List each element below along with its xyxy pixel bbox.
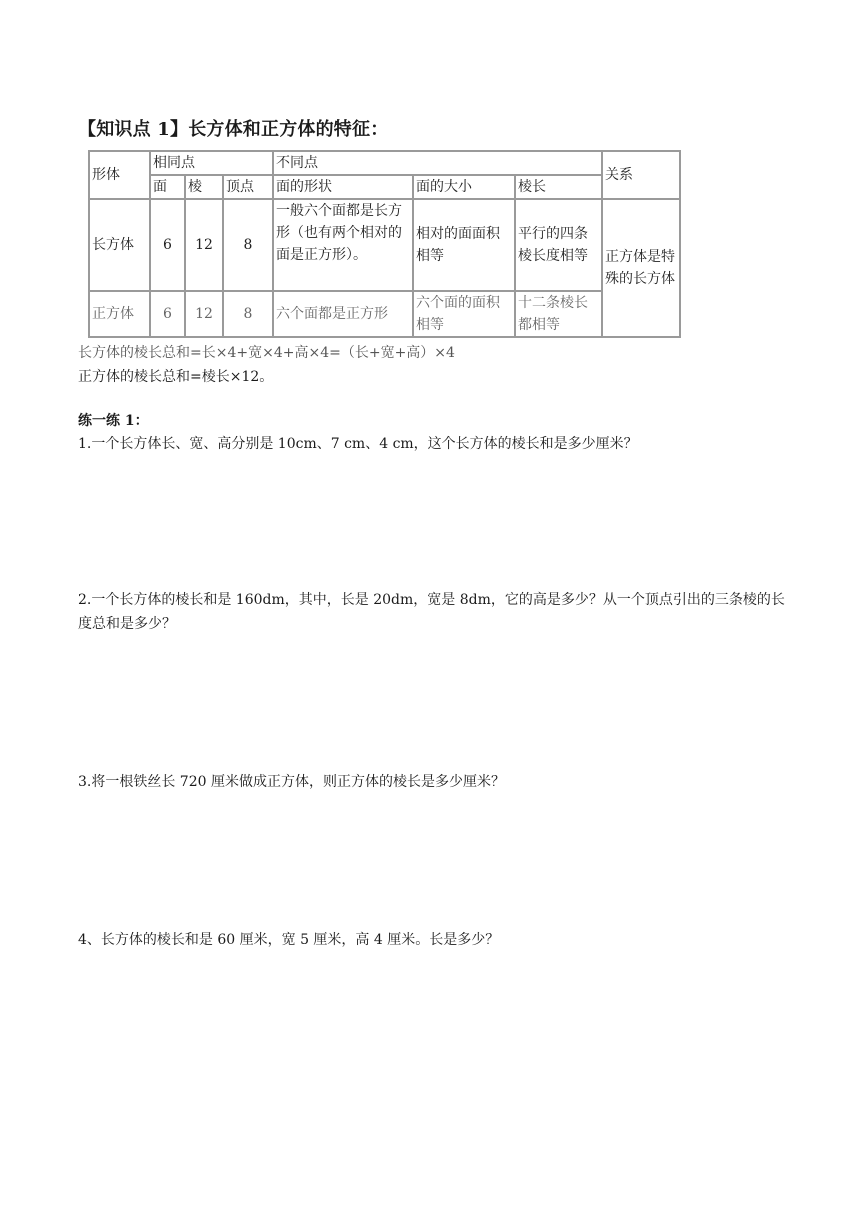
- cube-formula: 正方体的棱长总和=棱长×12。: [78, 369, 274, 385]
- practice-title: 练一练 1：: [78, 413, 149, 429]
- header-face: 面: [150, 175, 185, 199]
- header-relation: 关系: [602, 151, 680, 199]
- relation-cell: 正方体是特殊的长方体: [602, 199, 680, 337]
- row-face-shape: 一般六个面都是长方形（也有两个相对的面是正方形）。: [273, 199, 413, 291]
- table-row: [89, 291, 680, 337]
- row-faces: 6: [150, 291, 185, 337]
- row-faces: 6: [150, 199, 185, 291]
- features-table: [88, 150, 681, 338]
- row-vertices: 8: [223, 291, 273, 337]
- question-1: 1.一个长方体长、宽、高分别是 10cm、7 cm、4 cm，这个长方体的棱长和是多少厘米？: [78, 436, 638, 452]
- row-edge-length: 十二条棱长都相等: [515, 291, 602, 337]
- question-3: 3.将一根铁丝长 720 厘米做成正方体，则正方体的棱长是多少厘米？: [78, 774, 505, 790]
- row-face-size: 六个面的面积相等: [413, 291, 515, 337]
- question-2: 2.一个长方体的棱长和是 160dm，其中，长是 20dm，宽是 8dm，它的高是多少？从一个顶点引出的三条棱的长度总和是多少？: [78, 592, 785, 632]
- header-same: 相同点: [150, 151, 273, 175]
- header-diff: 不同点: [273, 151, 602, 175]
- header-face-size: 面的大小: [413, 175, 515, 199]
- row-shape: 正方体: [89, 291, 150, 337]
- section-heading: 【知识点 1】长方体和正方体的特征：: [78, 119, 389, 140]
- cuboid-formula: 长方体的棱长总和=长×4+宽×4+高×4=（长+宽+高）×4: [78, 345, 455, 361]
- header-shape: 形体: [89, 151, 150, 199]
- header-edge: 棱: [185, 175, 223, 199]
- header-face-shape: 面的形状: [273, 175, 413, 199]
- question-4: 4、长方体的棱长和是 60 厘米，宽 5 厘米，高 4 厘米。长是多少？: [78, 932, 500, 948]
- row-face-shape: 六个面都是正方形: [273, 291, 413, 337]
- header-edge-length: 棱长: [515, 175, 602, 199]
- row-edges: 12: [185, 291, 223, 337]
- header-vertex: 顶点: [223, 175, 273, 199]
- row-edge-length: 平行的四条棱长度相等: [515, 199, 602, 291]
- row-edges: 12: [185, 199, 223, 291]
- row-vertices: 8: [223, 199, 273, 291]
- row-face-size: 相对的面面积相等: [413, 199, 515, 291]
- table-row: [89, 199, 680, 291]
- row-shape: 长方体: [89, 199, 150, 291]
